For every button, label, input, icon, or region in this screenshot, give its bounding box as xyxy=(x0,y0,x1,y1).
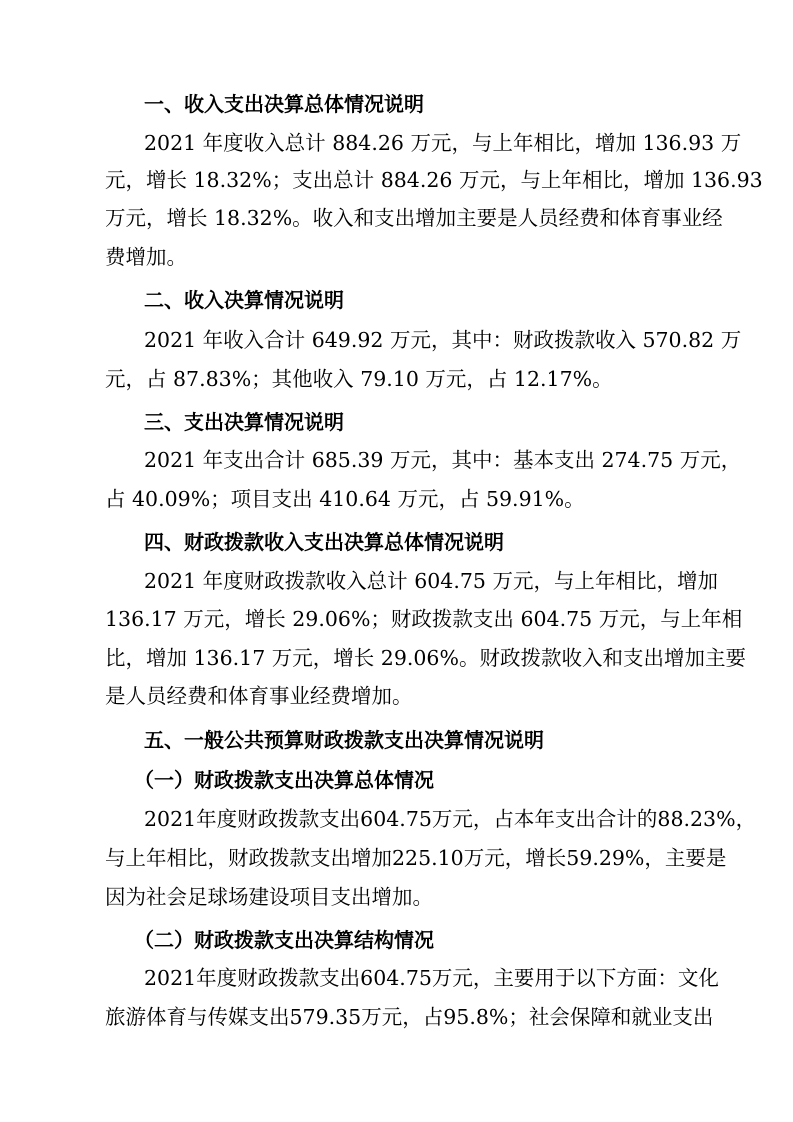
subsection-5-1-line-3: 因为社会足球场建设项目支出增加。 xyxy=(105,885,433,909)
subsection-5-1-line-2: 与上年相比，财政拨款支出增加225.10万元，增长59.29%，主要是 xyxy=(105,846,727,870)
section-3-heading: 三、支出决算情况说明 xyxy=(144,410,344,434)
section-2-heading: 二、收入决算情况说明 xyxy=(144,288,344,312)
subsection-5-2-heading: （二）财政拨款支出决算结构情况 xyxy=(134,928,434,952)
subsection-5-2-line-1: 2021年度财政拨款支出604.75万元，主要用于以下方面：文化 xyxy=(144,966,719,990)
section-1-line-3: 万元，增长 18.32%。收入和支出增加主要是人员经费和体育事业经 xyxy=(105,206,723,230)
subsection-5-2-line-2: 旅游体育与传媒支出579.35万元，占95.8%；社会保障和就业支出 xyxy=(105,1005,714,1029)
section-4-line-2: 136.17 万元，增长 29.06%；财政拨款支出 604.75 万元，与上年相 xyxy=(105,607,743,631)
section-4-line-3: 比，增加 136.17 万元，增长 29.06%。财政拨款收入和支出增加主要 xyxy=(105,646,746,670)
subsection-5-1-line-1: 2021年度财政拨款支出604.75万元，占本年支出合计的88.23%， xyxy=(144,807,757,831)
section-2-line-1: 2021 年收入合计 649.92 万元，其中：财政拨款收入 570.82 万 xyxy=(144,328,742,352)
section-2-line-2: 元，占 87.83%；其他收入 79.10 万元，占 12.17%。 xyxy=(105,367,613,391)
section-4-heading: 四、财政拨款收入支出决算总体情况说明 xyxy=(144,530,504,554)
section-1-line-1: 2021 年度收入总计 884.26 万元，与上年相比，增加 136.93 万 xyxy=(144,131,742,155)
subsection-5-1-heading: （一）财政拨款支出决算总体情况 xyxy=(134,768,434,792)
section-3-line-2: 占 40.09%；项目支出 410.64 万元，占 59.91%。 xyxy=(105,487,585,511)
section-1-line-4: 费增加。 xyxy=(105,245,187,269)
section-1-line-2: 元，增长 18.32%；支出总计 884.26 万元，与上年相比，增加 136.93 xyxy=(105,168,763,192)
section-5-heading: 五、一般公共预算财政拨款支出决算情况说明 xyxy=(144,728,544,752)
section-3-line-1: 2021 年支出合计 685.39 万元，其中：基本支出 274.75 万元， xyxy=(144,448,742,472)
section-4-line-4: 是人员经费和体育事业经费增加。 xyxy=(105,684,413,708)
section-4-line-1: 2021 年度财政拨款收入总计 604.75 万元，与上年相比，增加 xyxy=(144,569,718,593)
section-1-heading: 一、收入支出决算总体情况说明 xyxy=(144,92,424,116)
